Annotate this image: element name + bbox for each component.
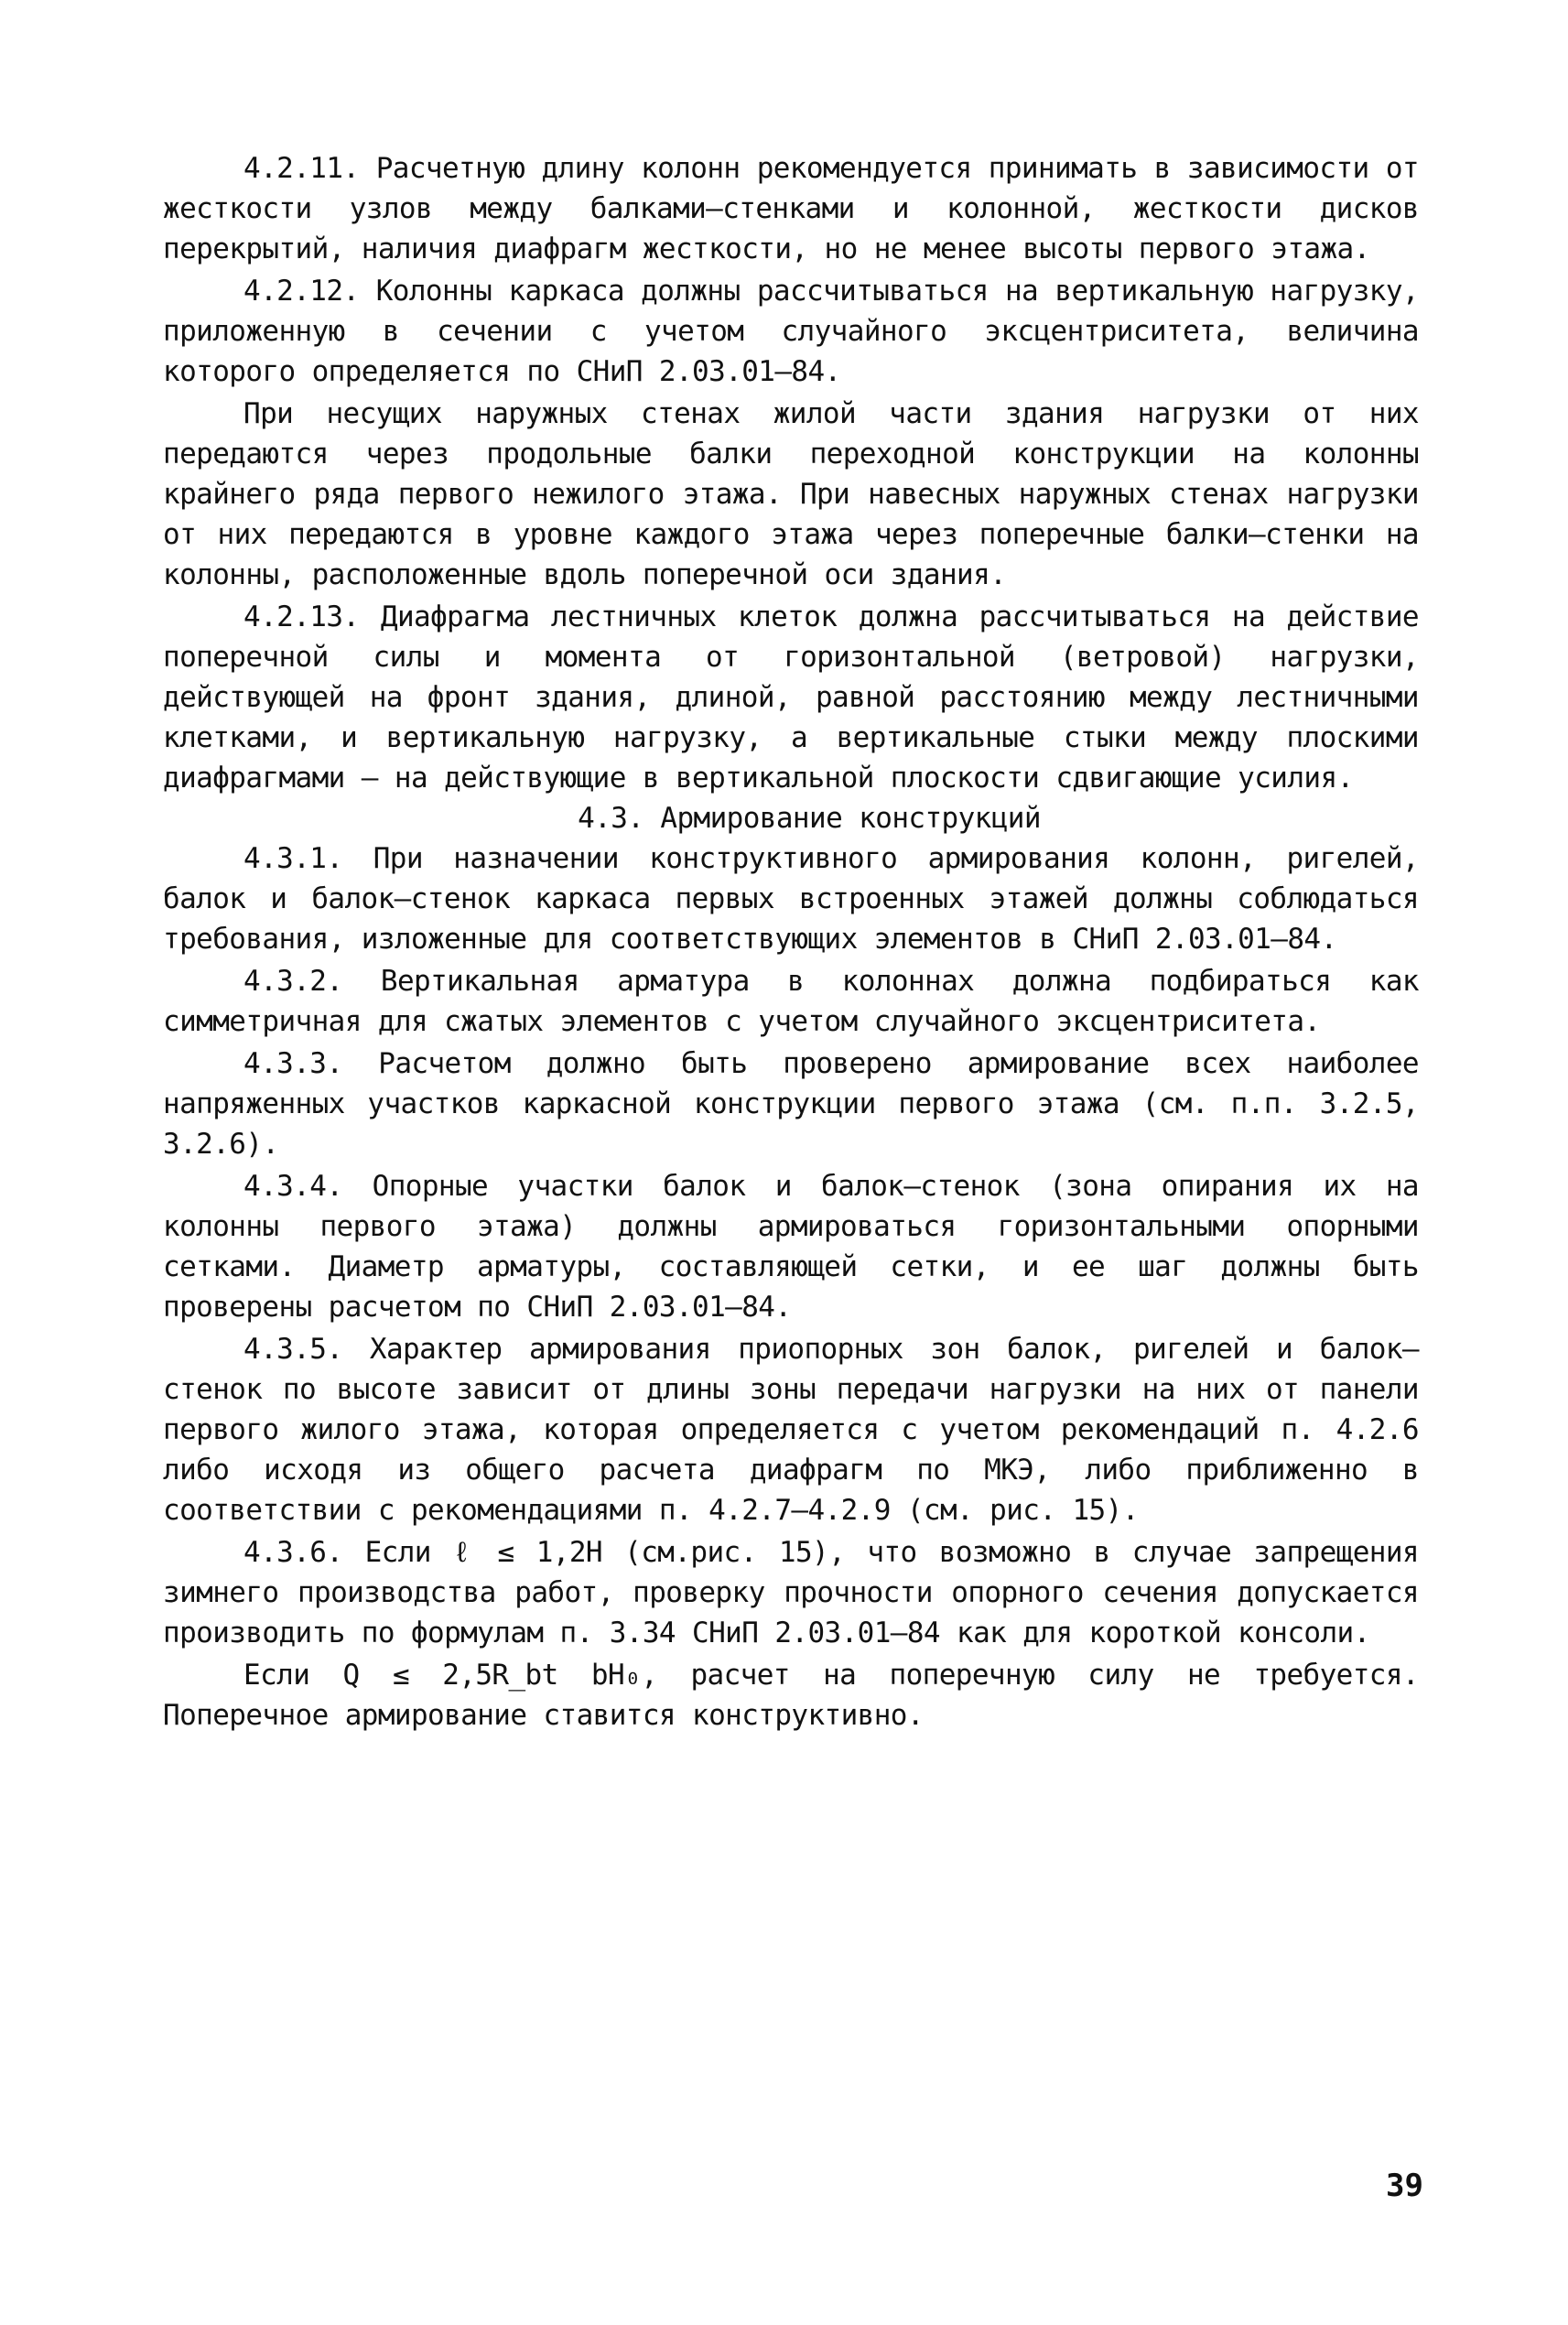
body-text — [163, 148, 1419, 1736]
paragraph-shear-check: Если Q ≤ 2,5R_bt bH₀, расчет на поперечную силу не требуется. Поперечное армирование ставится конструктивно. — [163, 1659, 1419, 1732]
paragraph-4-2-12: 4.2.12. Колонны каркаса должны рассчитываться на вертикальную нагрузку, приложенную в сечении с учетом случайного эксцентриситета, величина которого определяется по СНиП 2.03.01–84. — [163, 275, 1419, 388]
section-heading: 4.3. Армирование конструкций — [578, 802, 1041, 835]
paragraph-load-transfer: При несущих наружных стенах жилой части здания нагрузки от них передаются через продольные балки переходной конструкции на колонны крайнего ряда первого нежилого этажа. При навесных наружных стенах нагрузки от них передаются в уровне каждого этажа через поперечные балки–стенки на колонны, расположенные вдоль поперечной оси здания. — [163, 397, 1419, 591]
page-number: 39 — [1386, 2168, 1423, 2204]
paragraph-4-3-1: 4.3.1. При назначении конструктивного армирования колонн, ригелей, балок и балок–стенок каркаса первых встроенных этажей должны соблюдаться требования, изложенные для соответствующих элементов в СНиП 2.03.01–84. — [163, 842, 1419, 956]
paragraph-4-3-2: 4.3.2. Вертикальная арматура в колоннах должна подбираться как симметричная для сжатых элементов с учетом случайного эксцентриситета. — [163, 965, 1419, 1038]
paragraph-4-3-4: 4.3.4. Опорные участки балок и балок–стенок (зона опирания их на колонны первого этажа) должны армироваться горизонтальными опорными сетками. Диаметр арматуры, составляющей сетки, и ее шаг должны быть проверены расчетом по СНиП 2.03.01–84. — [163, 1170, 1419, 1324]
paragraph-4-3-3: 4.3.3. Расчетом должно быть проверено армирование всех наиболее напряженных участков каркасной конструкции первого этажа (см. п.п. 3.2.5, 3.2.6). — [163, 1047, 1419, 1161]
paragraph-4-3-5: 4.3.5. Характер армирования приопорных зон балок, ригелей и балок–стенок по высоте зависит от длины зоны передачи нагрузки на них от панели первого жилого этажа, которая определяется с учетом рекомендаций п. 4.2.6 либо исходя из общего расчета диафрагм по МКЭ, либо приближенно в соответствии с рекомендациями п. 4.2.7–4.2.9 (см. рис. 15). — [163, 1333, 1419, 1527]
paragraph-4-3-6: 4.3.6. Если ℓ ≤ 1,2H (см.рис. 15), что возможно в случае запрещения зимнего производства работ, проверку прочности опорного сечения допускается производить по формулам п. 3.34 СНиП 2.03.01–84 как для короткой консоли. — [163, 1536, 1419, 1649]
paragraph-4-2-11: 4.2.11. Расчетную длину колонн рекомендуется принимать в зависимости от жесткости узлов между балками–стенками и колонной, жесткости дисков перекрытий, наличия диафрагм жесткости, но не менее высоты первого этажа. — [163, 152, 1419, 265]
paragraph-4-2-13: 4.2.13. Диафрагма лестничных клеток должна рассчитываться на действие поперечной силы и момента от горизонтальной (ветровой) нагрузки, действующей на фронт здания, длиной, равной расстоянию между лестничными клетками, и вертикальную нагрузку, а вертикальные стыки между плоскими диафрагмами – на действующие в вертикальной плоскости сдвигающие усилия. — [163, 600, 1419, 795]
